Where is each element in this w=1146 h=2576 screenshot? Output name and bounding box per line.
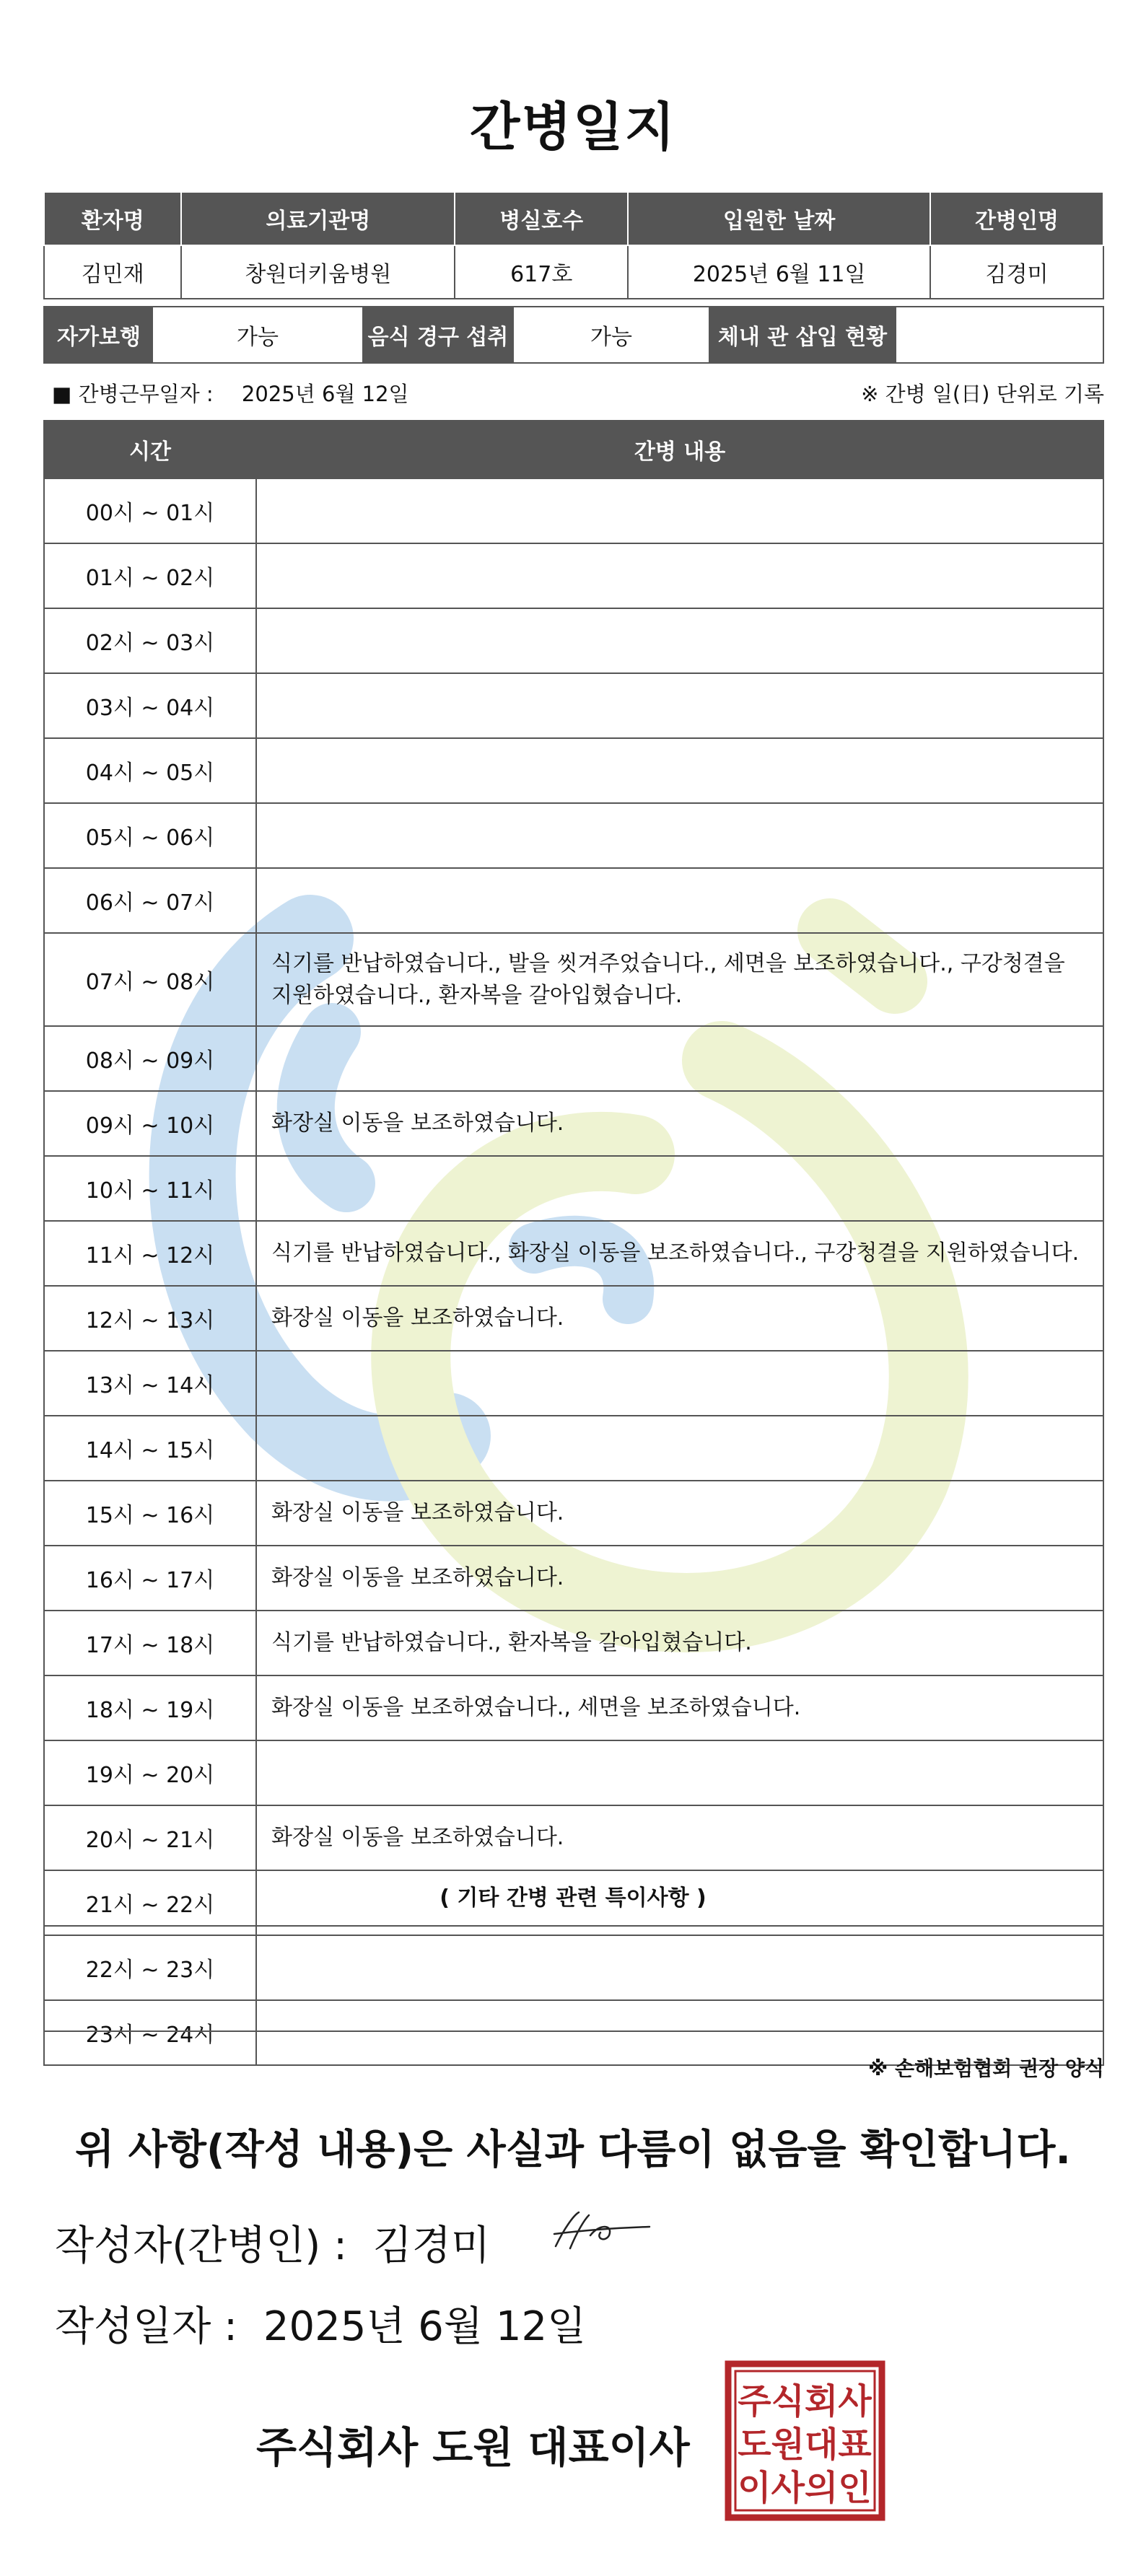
oral-intake-value: 가능	[514, 307, 709, 362]
time-slot: 02시 ~ 03시	[44, 608, 256, 673]
seal-line-1: 주식회사	[738, 2381, 872, 2422]
page-title: 간병일지	[469, 97, 677, 157]
writer-line	[55, 2214, 490, 2271]
time-slot: 22시 ~ 23시	[44, 1935, 256, 2000]
work-date-value: 2025년 6월 12일	[241, 382, 409, 406]
care-note	[256, 1740, 1103, 1805]
care-note	[256, 868, 1103, 933]
unit-note: ※ 간병 일(日) 단위로 기록	[861, 382, 1104, 406]
table-row	[44, 1481, 1103, 1546]
care-log-table	[43, 420, 1104, 2066]
care-note	[256, 608, 1103, 673]
time-slot: 08시 ~ 09시	[44, 1026, 256, 1091]
seal-line-2: 도원대표	[738, 2424, 872, 2465]
care-note	[256, 803, 1103, 868]
self-walk-label: 자가보행	[45, 307, 153, 362]
work-date	[52, 378, 409, 408]
header-hospital: 의료기관명	[181, 192, 455, 245]
time-slot: 12시 ~ 13시	[44, 1286, 256, 1351]
room-number: 617호	[455, 245, 628, 299]
work-date-label: ■ 간병근무일자 :	[52, 382, 214, 406]
time-slot: 23시 ~ 24시	[44, 2000, 256, 2065]
care-note: 화장실 이동을 보조하였습니다.	[256, 1481, 1103, 1546]
table-row	[44, 1091, 1103, 1156]
care-note	[256, 1351, 1103, 1416]
written-date-label: 작성일자 :	[55, 2303, 238, 2350]
care-note: 화장실 이동을 보조하였습니다.	[256, 1805, 1103, 1870]
table-row	[44, 868, 1103, 933]
time-slot: 10시 ~ 11시	[44, 1156, 256, 1221]
remarks-title: ( 기타 간병 관련 특이사항 )	[439, 1885, 707, 1911]
table-row	[44, 1416, 1103, 1481]
table-row	[44, 1286, 1103, 1351]
form-note: ※ 손해보험협회 권장 양식	[868, 2056, 1104, 2080]
care-note	[256, 1416, 1103, 1481]
care-note	[256, 673, 1103, 738]
table-row	[44, 673, 1103, 738]
header-care-content: 간병 내용	[256, 421, 1103, 478]
time-slot: 16시 ~ 17시	[44, 1546, 256, 1611]
table-row	[44, 478, 1103, 543]
table-row	[44, 1805, 1103, 1870]
time-slot: 19시 ~ 20시	[44, 1740, 256, 1805]
time-slot: 07시 ~ 08시	[44, 933, 256, 1026]
time-slot: 03시 ~ 04시	[44, 673, 256, 738]
patient-status-row	[43, 306, 1104, 364]
time-slot: 04시 ~ 05시	[44, 738, 256, 803]
writer-name: 김경미	[372, 2222, 491, 2269]
table-row	[44, 738, 1103, 803]
time-slot: 14시 ~ 15시	[44, 1416, 256, 1481]
time-slot: 06시 ~ 07시	[44, 868, 256, 933]
tube-label: 체내 관 삽입 현황	[709, 307, 896, 362]
table-row	[44, 1611, 1103, 1675]
care-note: 식기를 반납하였습니다., 화장실 이동을 보조하였습니다., 구강청결을 지원하였습니다.	[256, 1221, 1103, 1286]
caregiver-name: 김경미	[930, 245, 1103, 299]
care-note	[256, 1026, 1103, 1091]
written-date-line	[55, 2295, 586, 2352]
company-seal-stamp	[724, 2360, 886, 2522]
time-slot: 01시 ~ 02시	[44, 543, 256, 608]
table-row	[44, 1221, 1103, 1286]
care-note: 화장실 이동을 보조하였습니다., 세면을 보조하였습니다.	[256, 1675, 1103, 1740]
handwritten-signature	[548, 2207, 657, 2257]
table-row	[44, 1156, 1103, 1221]
writer-label: 작성자(간병인) :	[55, 2222, 347, 2269]
written-date-value: 2025년 6월 12일	[263, 2303, 587, 2350]
table-row	[44, 1351, 1103, 1416]
table-row	[44, 1740, 1103, 1805]
time-slot: 05시 ~ 06시	[44, 803, 256, 868]
patient-info-header-row	[44, 192, 1103, 245]
table-row	[44, 1026, 1103, 1091]
care-note: 화장실 이동을 보조하였습니다.	[256, 1546, 1103, 1611]
remarks-box	[43, 1925, 1104, 2032]
patient-info-table	[43, 191, 1104, 299]
oral-intake-label: 음식 경구 섭취	[362, 307, 514, 362]
care-note: 화장실 이동을 보조하였습니다.	[256, 1286, 1103, 1351]
care-note	[256, 543, 1103, 608]
table-row	[44, 608, 1103, 673]
header-room: 병실호수	[455, 192, 628, 245]
patient-info-value-row	[44, 245, 1103, 299]
time-slot: 20시 ~ 21시	[44, 1805, 256, 1870]
header-time: 시간	[44, 421, 256, 478]
seal-line-3: 이사의인	[738, 2468, 872, 2508]
patient-name: 김민재	[44, 245, 181, 299]
time-slot: 21시 ~ 22시	[44, 1870, 256, 1935]
tube-value	[896, 307, 1103, 362]
care-note	[256, 1156, 1103, 1221]
header-admission-date: 입원한 날짜	[628, 192, 930, 245]
care-note	[256, 478, 1103, 543]
admission-date: 2025년 6월 11일	[628, 245, 930, 299]
care-note: 화장실 이동을 보조하였습니다.	[256, 1091, 1103, 1156]
table-row	[44, 543, 1103, 608]
header-patient-name: 환자명	[44, 192, 181, 245]
time-slot: 17시 ~ 18시	[44, 1611, 256, 1675]
table-row	[44, 1675, 1103, 1740]
care-log-body	[44, 478, 1103, 2065]
care-note: 식기를 반납하였습니다., 발을 씻겨주었습니다., 세면을 보조하였습니다., 구강청결을 지원하였습니다., 환자복을 갈아입혔습니다.	[256, 933, 1103, 1026]
hospital-name: 창원더키움병원	[181, 245, 455, 299]
table-row	[44, 803, 1103, 868]
time-slot: 13시 ~ 14시	[44, 1351, 256, 1416]
care-note	[256, 738, 1103, 803]
confirmation-statement: 위 사항(작성 내용)은 사실과 다름이 없음을 확인합니다.	[75, 2126, 1071, 2173]
company-representative: 주식회사 도원 대표이사	[256, 2423, 690, 2472]
header-caregiver: 간병인명	[930, 192, 1103, 245]
time-slot: 00시 ~ 01시	[44, 478, 256, 543]
time-slot: 15시 ~ 16시	[44, 1481, 256, 1546]
table-row	[44, 933, 1103, 1026]
self-walk-value: 가능	[153, 307, 362, 362]
care-log-header-row	[44, 421, 1103, 478]
care-note: 식기를 반납하였습니다., 환자복을 갈아입혔습니다.	[256, 1611, 1103, 1675]
time-slot: 18시 ~ 19시	[44, 1675, 256, 1740]
time-slot: 11시 ~ 12시	[44, 1221, 256, 1286]
time-slot: 09시 ~ 10시	[44, 1091, 256, 1156]
table-row	[44, 1546, 1103, 1611]
